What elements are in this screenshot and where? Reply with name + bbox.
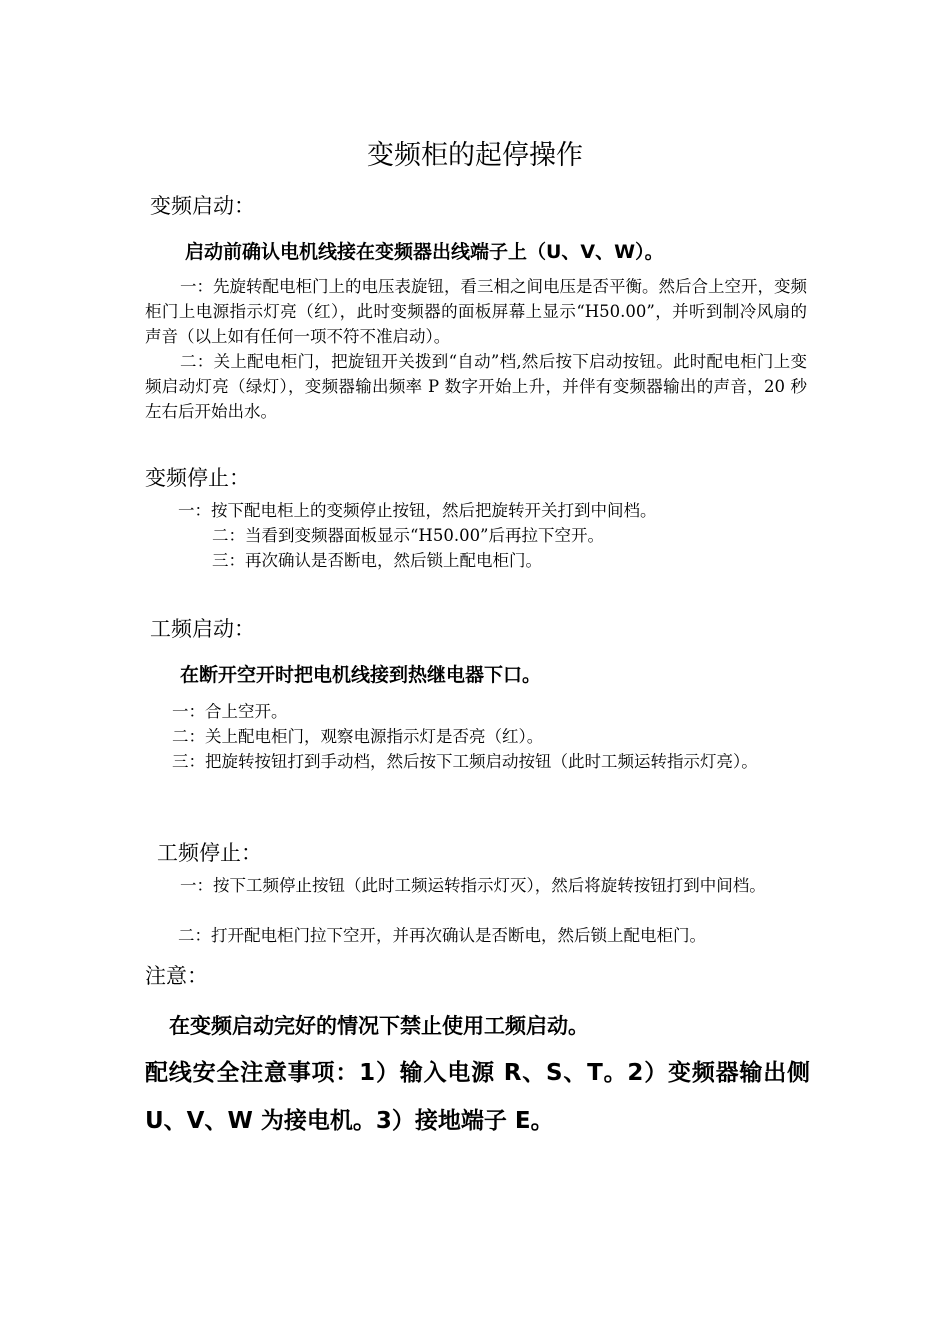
paragraph-mains-start-3: 三：把旋转按钮打到手动档，然后按下工频启动按钮（此时工频运转指示灯亮）。 [172, 752, 758, 771]
section-heading-mains-stop: 工频停止： [157, 841, 262, 865]
section-heading-mains-start: 工频启动： [150, 617, 255, 641]
list-item-variable-stop-2: 二：当看到变频器面板显示“H50.00”后再拉下空开。 [212, 526, 604, 545]
paragraph-variable-start-2: 二：关上配电柜门，把旋钮开关拨到“自动”档,然后按下启动按钮。此时配电柜门上变频启动灯亮（绿灯），变频器输出频率 P 数字开始上升，并伴有变频器输出的声音，20 秒左右后开始出水。 [145, 352, 807, 421]
list-item-variable-stop-1: 一：按下配电柜上的变频停止按钮，然后把旋转开关打到中间档。 [178, 501, 657, 520]
safety-notes: 配线安全注意事项：1）输入电源 R、S、T。2）变频器输出侧 U、V、W 为接电机。3）接地端子 E。 [145, 1060, 810, 1134]
paragraph-mains-stop-1: 一：按下工频停止按钮（此时工频运转指示灯灭），然后将旋转按钮打到中间档。 [180, 876, 766, 895]
list-item-mains-start-2: 二：关上配电柜门，观察电源指示灯是否亮（红）。 [172, 727, 544, 746]
list-item-mains-start-1: 一：合上空开。 [172, 702, 288, 721]
warning-text: 在变频启动完好的情况下禁止使用工频启动。 [169, 1014, 589, 1038]
note-heading: 注意： [145, 964, 208, 988]
subheading-variable-start: 启动前确认电机线接在变频器出线端子上（U、V、W）。 [185, 241, 664, 263]
page-title: 变频柜的起停操作 [367, 140, 583, 171]
subheading-mains-start: 在断开空开时把电机线接到热继电器下口。 [180, 664, 542, 686]
list-item-mains-stop-2: 二：打开配电柜门拉下空开，并再次确认是否断电，然后锁上配电柜门。 [178, 926, 706, 945]
list-item-variable-stop-3: 三：再次确认是否断电，然后锁上配电柜门。 [212, 551, 542, 570]
paragraph-variable-start-1: 一：先旋转配电柜门上的电压表旋钮，看三相之间电压是否平衡。然后合上空开，变频柜门上电源指示灯亮（红），此时变频器的面板屏幕上显示“H50.00”，并听到制冷风扇的声音（以上如有任何一项不符不准启动）。 [145, 277, 807, 346]
section-heading-variable-stop: 变频停止： [145, 466, 250, 490]
section-heading-variable-start: 变频启动： [150, 194, 255, 218]
